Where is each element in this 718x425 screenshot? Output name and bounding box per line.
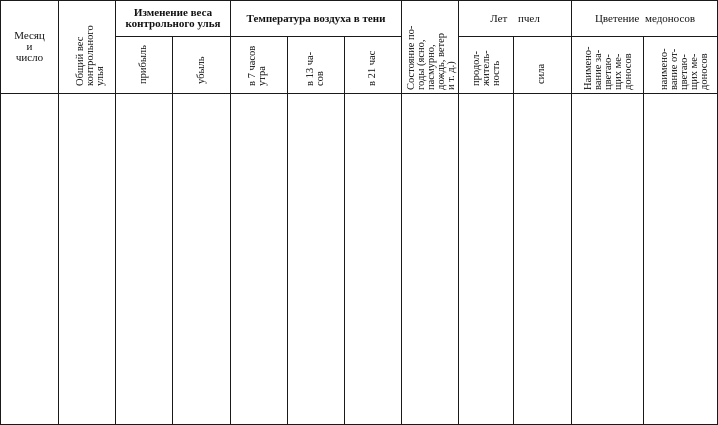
column-divider: [115, 0, 116, 425]
header-total-weight: Общий вес контрольного улья: [75, 25, 106, 86]
column-divider: [344, 36, 345, 425]
header-group-air-temperature: Температура воздуха в тени: [246, 12, 386, 25]
column-divider: [513, 36, 514, 425]
column-divider: [458, 0, 459, 425]
subheader-divider-flight: [458, 36, 571, 37]
header-group-bloom: Цветение медоносов: [594, 12, 696, 25]
header-weather-condition: Состояние по- годы (ясно, пасмурно, дождь, ветер и т. д.): [406, 25, 457, 90]
table-top-border: [0, 0, 718, 1]
header-flight-duration: продол- житель- ность: [471, 50, 502, 86]
header-group-bee-flight: Лет пчел: [490, 12, 540, 25]
column-divider: [643, 36, 644, 425]
header-weight-gain: прибыль: [138, 45, 149, 84]
subheader-divider-bloom: [571, 36, 718, 37]
header-flight-strength: сила: [536, 63, 547, 84]
header-temp-7am: в 7 часов утра: [247, 45, 268, 86]
subheader-divider-temp: [230, 36, 401, 37]
header-bloom-starting: Наимено- вание за- цветаю- щих ме- доносов: [583, 46, 634, 90]
header-month-day: Месяц и число: [14, 29, 45, 64]
column-divider: [287, 36, 288, 425]
column-divider: [58, 0, 59, 425]
header-group-weight-change: Изменение веса контрольного улья: [125, 7, 221, 30]
column-divider: [172, 36, 173, 425]
header-weight-loss: убыль: [196, 56, 207, 84]
header-bottom-border: [0, 93, 718, 94]
column-divider: [230, 0, 231, 425]
column-divider: [401, 0, 402, 425]
column-divider: [571, 0, 572, 425]
header-bloom-ending: наимено- вание от- цветаю- щих ме- доносов: [659, 48, 710, 90]
header-temp-21h: в 21 час: [367, 50, 378, 86]
header-temp-13h: в 13 ча- сов: [305, 51, 326, 86]
